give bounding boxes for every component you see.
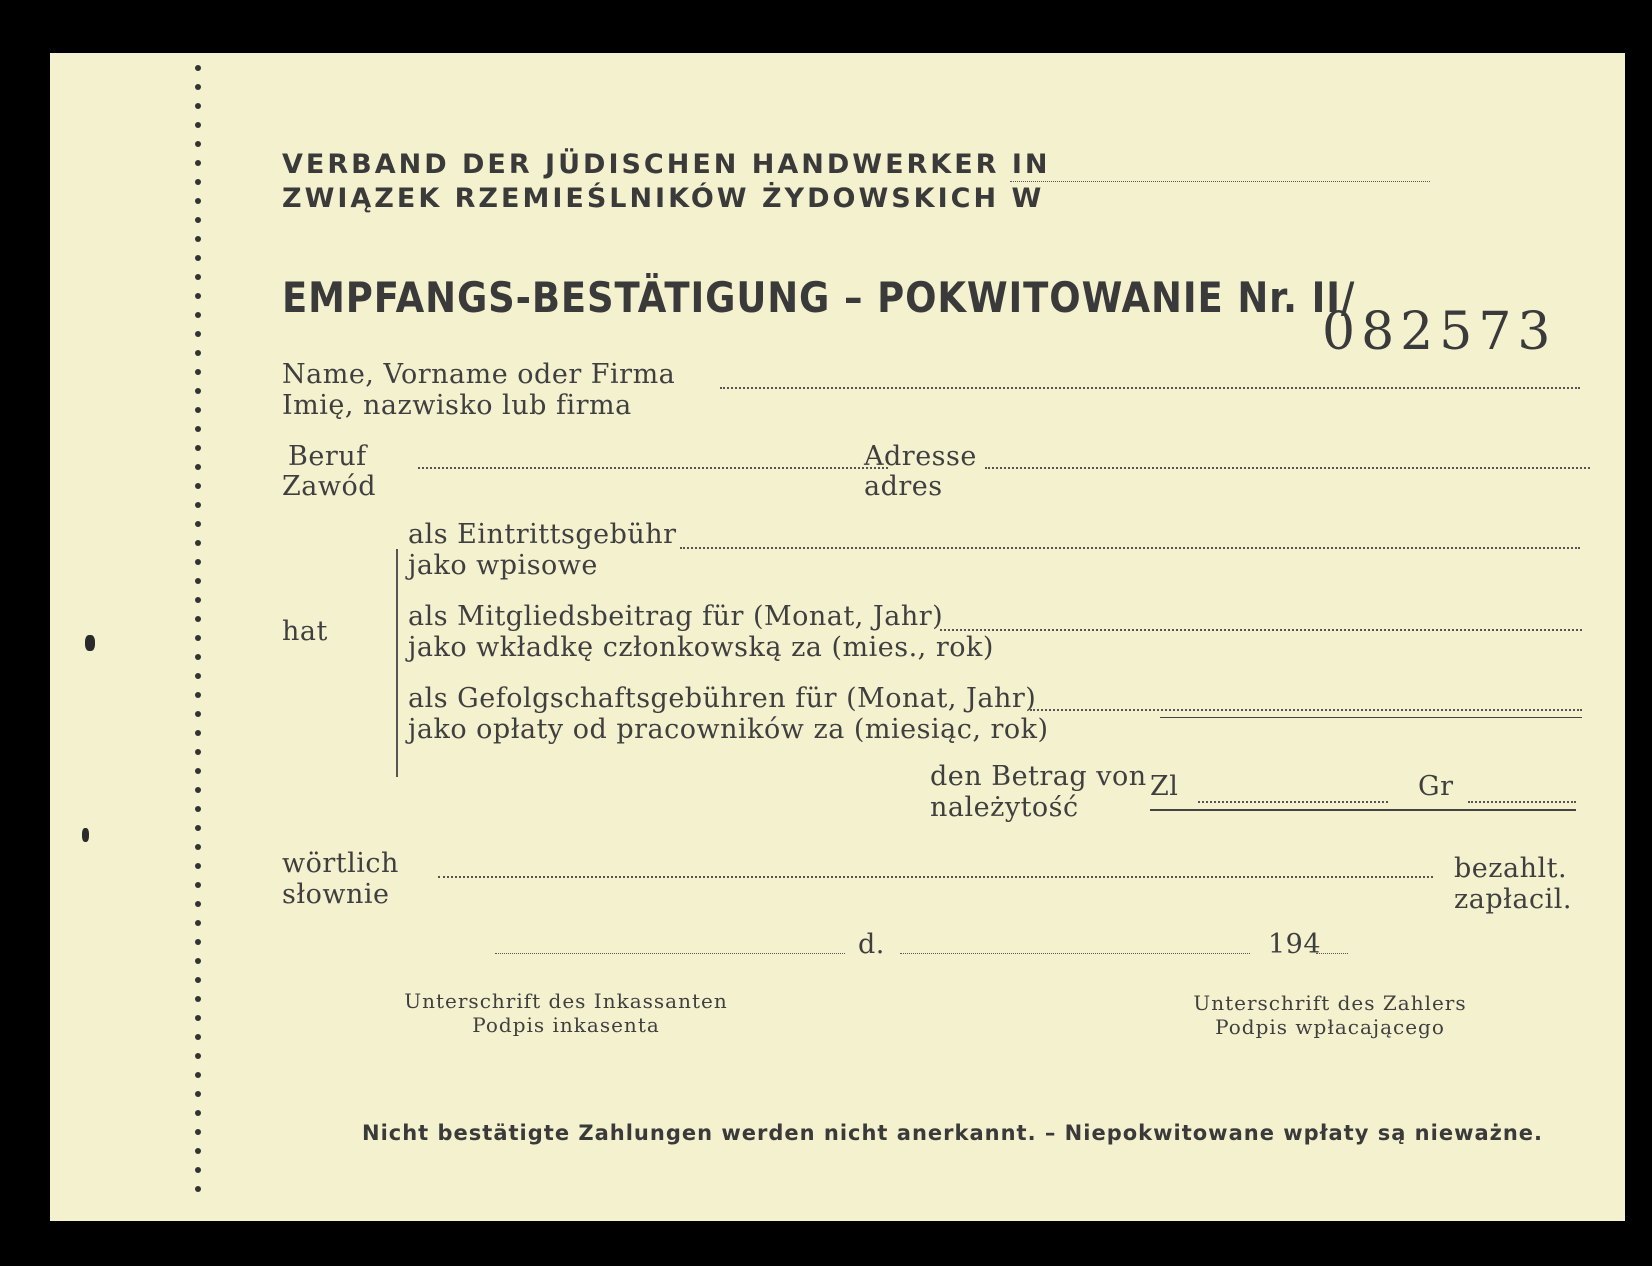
amount-underline (1150, 809, 1576, 811)
perforation-dot (195, 1053, 201, 1059)
perforation-dot (195, 369, 201, 375)
place-field-line[interactable] (495, 953, 845, 954)
in-words-label-german: wörtlich (282, 848, 399, 879)
perforation-dot (195, 806, 201, 812)
year-prefix: 194 (1268, 929, 1322, 960)
perforation-dot (195, 768, 201, 774)
perforation-dot (195, 350, 201, 356)
perforation-dot (195, 730, 201, 736)
perforation-dot (195, 1167, 201, 1173)
perforation-dot (195, 1015, 201, 1021)
entry-fee-field-line[interactable] (680, 547, 1580, 549)
footer-notice: Nicht bestätigte Zahlungen werden nicht anerkannt. – Niepokwitowane wpłaty są nieważne. (362, 1121, 1544, 1145)
perforation-dot (195, 255, 201, 261)
groszy-field-line[interactable] (1468, 801, 1576, 803)
name-label-polish: Imię, nazwisko lub firma (282, 390, 632, 421)
employee-fee-underline (1160, 717, 1582, 718)
amount-label-polish: należytość (930, 792, 1079, 823)
perforation-dot (195, 901, 201, 907)
employee-fee-label-polish: jako opłaty od pracowników za (miesiąc, rok) (408, 714, 1049, 745)
payer-signature-label-german: Unterschrift des Zahlers (1193, 991, 1467, 1015)
perforation-dot (195, 331, 201, 337)
zloty-label: Zl (1150, 771, 1179, 802)
perforation-dot (195, 1148, 201, 1154)
perforation-dot (195, 1186, 201, 1192)
occupation-field-line[interactable] (418, 467, 888, 469)
perforation-dot (195, 996, 201, 1002)
perforation-dot (195, 1072, 201, 1078)
perforation-dot (195, 236, 201, 242)
perforation-dot (195, 179, 201, 185)
perforation-dot (195, 863, 201, 869)
perforation-dot (195, 578, 201, 584)
perforation-dot (195, 1034, 201, 1040)
perforation-dot (195, 483, 201, 489)
perforation-dot (195, 654, 201, 660)
year-field-line[interactable] (1316, 953, 1348, 954)
perforation-dot (195, 388, 201, 394)
membership-fee-label-polish: jako wkładkę członkowską za (mies., rok) (408, 632, 994, 663)
perforation-dot (195, 84, 201, 90)
perforation-dot (195, 692, 201, 698)
in-words-label-polish: słownie (282, 879, 390, 910)
perforation-dot (195, 65, 201, 71)
perforation-dot (195, 521, 201, 527)
receipt-form (50, 53, 1625, 1221)
perforation-dot (195, 1091, 201, 1097)
zloty-field-line[interactable] (1198, 801, 1388, 803)
perforation-dot (195, 1110, 201, 1116)
city-line[interactable] (1010, 181, 1430, 182)
perforation-dot (195, 635, 201, 641)
occupation-label-german: Beruf (288, 441, 367, 472)
punch-hole (85, 635, 95, 651)
perforation-dot (195, 882, 201, 888)
hat-label: hat (282, 616, 328, 647)
employee-fee-field-line[interactable] (1030, 709, 1582, 711)
membership-fee-field-line[interactable] (940, 629, 1582, 631)
name-field-line[interactable] (720, 387, 1580, 389)
payer-signature-label-polish: Podpis wpłacającego (1215, 1015, 1445, 1039)
groszy-label: Gr (1418, 771, 1454, 802)
paid-label-german: bezahlt. (1454, 853, 1568, 884)
perforation-dot (195, 122, 201, 128)
perforation-dot (195, 958, 201, 964)
perforation-dot (195, 749, 201, 755)
perforation-dot (195, 787, 201, 793)
perforation-dot (195, 217, 201, 223)
perforation-dot (195, 426, 201, 432)
perforation-dot (195, 977, 201, 983)
perforation-dot (195, 312, 201, 318)
perforation-dot (195, 920, 201, 926)
perforation-dot (195, 445, 201, 451)
document-title: EMPFANGS-BESTÄTIGUNG – POKWITOWANIE Nr. II/ (282, 273, 1356, 322)
collector-signature-block (396, 989, 736, 1037)
perforation-dot (195, 616, 201, 622)
date-prefix: d. (858, 929, 885, 960)
perforation-dot (195, 559, 201, 565)
perforation-dot (195, 407, 201, 413)
payer-signature-block (1190, 991, 1470, 1039)
perforation-dot (195, 141, 201, 147)
perforation-dot (195, 464, 201, 470)
occupation-label-polish: Zawód (282, 471, 377, 502)
perforation-dot (195, 597, 201, 603)
perforation-dot (195, 198, 201, 204)
address-field-line[interactable] (985, 467, 1590, 469)
perforation-dot (195, 939, 201, 945)
perforation-dot (195, 844, 201, 850)
collector-signature-label-polish: Podpis inkasenta (472, 1013, 660, 1037)
perforation-dot (195, 274, 201, 280)
perforation-dot (195, 160, 201, 166)
name-label-german: Name, Vorname oder Firma (282, 359, 676, 390)
membership-fee-label-german: als Mitgliedsbeitrag für (Monat, Jahr) (408, 601, 944, 632)
perforation-edge (195, 65, 205, 1205)
perforation-dot (195, 711, 201, 717)
association-name-german: VERBAND DER JÜDISCHEN HANDWERKER IN (282, 149, 1051, 180)
address-label-german: Adresse (864, 441, 977, 472)
employee-fee-label-german: als Gefolgschaftsgebühren für (Monat, Jahr) (408, 683, 1037, 714)
entry-fee-label-german: als Eintrittsgebühr (408, 519, 677, 550)
association-name-polish: ZWIĄZEK RZEMIEŚLNIKÓW ŻYDOWSKICH W (282, 183, 1045, 214)
perforation-dot (195, 1129, 201, 1135)
perforation-dot (195, 103, 201, 109)
perforation-dot (195, 293, 201, 299)
punch-hole (82, 828, 89, 842)
serial-number: 082573 (1322, 302, 1557, 362)
perforation-dot (195, 502, 201, 508)
perforation-dot (195, 673, 201, 679)
amount-label-german: den Betrag von (930, 761, 1147, 792)
address-label-polish: adres (864, 471, 943, 502)
perforation-dot (195, 540, 201, 546)
in-words-field-line[interactable] (438, 876, 1433, 878)
perforation-dot (195, 825, 201, 831)
date-field-line[interactable] (900, 953, 1250, 954)
entry-fee-label-polish: jako wpisowe (408, 550, 598, 581)
paid-label-polish: zapłacil. (1454, 884, 1572, 915)
collector-signature-label-german: Unterschrift des Inkassanten (404, 989, 728, 1013)
